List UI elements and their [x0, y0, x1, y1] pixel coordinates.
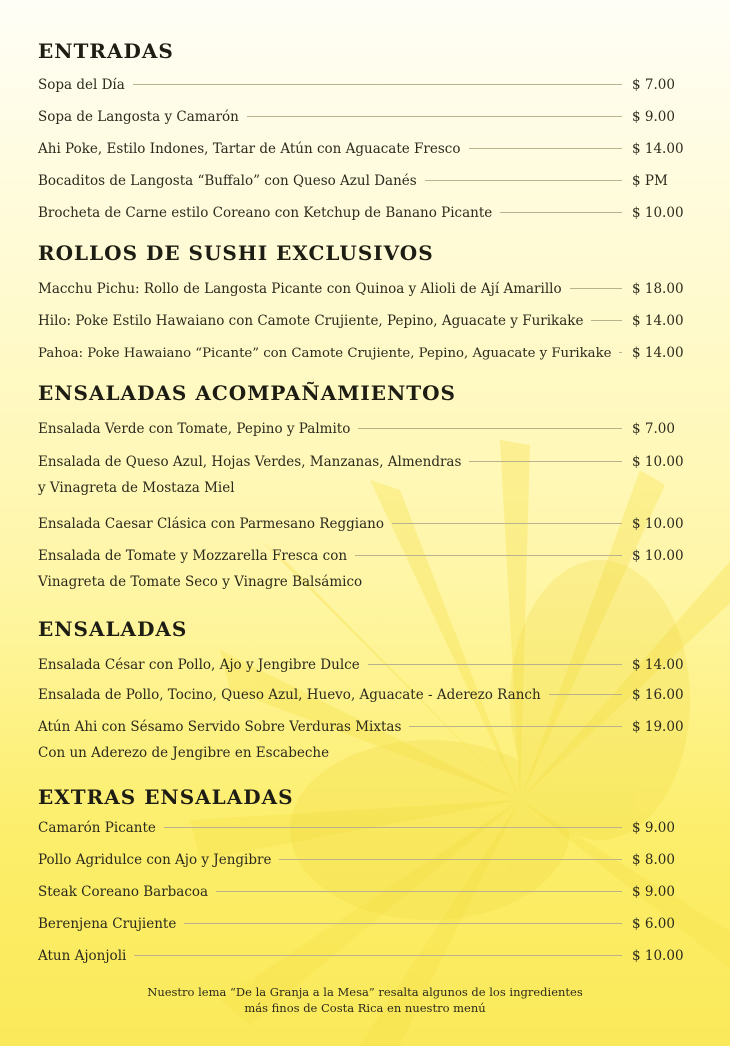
dotted-leader — [133, 84, 622, 85]
dotted-leader — [469, 461, 622, 462]
menu-item-name: Bocaditos de Langosta “Buffalo” con Queso Azul Danés — [38, 173, 417, 189]
menu-item — [38, 654, 688, 676]
menu-item-name: Sopa del Día — [38, 77, 125, 93]
menu-item-description: Con un Aderezo de Jengibre en Escabeche — [38, 745, 330, 761]
menu-item — [38, 418, 688, 440]
menu-item-price: $ 10.00 — [632, 205, 684, 221]
dotted-leader — [425, 180, 622, 181]
section-heading: EXTRAS ENSALADAS — [38, 785, 294, 809]
menu-item-price: $ 9.00 — [632, 109, 675, 125]
menu-item — [38, 849, 688, 871]
dotted-leader — [358, 428, 622, 429]
menu-item-price: $ 16.00 — [632, 687, 684, 703]
menu-item — [38, 545, 688, 590]
dotted-leader — [368, 664, 622, 665]
dotted-leader — [184, 923, 622, 924]
menu-item-price: $ 6.00 — [632, 916, 675, 932]
dotted-leader — [619, 352, 622, 353]
dotted-leader — [164, 827, 622, 828]
menu-item-price: $ 10.00 — [632, 548, 684, 564]
dotted-leader — [409, 726, 622, 727]
menu-item — [38, 881, 688, 903]
menu-item-price: $ 14.00 — [632, 657, 684, 673]
footer-line-1: Nuestro lema “De la Granja a la Mesa” resalta algunos de los ingredientes — [147, 985, 583, 999]
menu-item — [38, 170, 688, 192]
menu-item-price: $ 14.00 — [632, 345, 684, 361]
menu-item-price: $ PM — [632, 173, 668, 189]
dotted-leader — [591, 320, 622, 321]
menu-item — [38, 945, 688, 967]
menu-item-price: $ 7.00 — [632, 421, 675, 437]
menu-item — [38, 74, 688, 96]
menu-item-name: Sopa de Langosta y Camarón — [38, 109, 239, 125]
menu-item — [38, 106, 688, 128]
dotted-leader — [279, 859, 622, 860]
menu-item-name: Camarón Picante — [38, 820, 156, 836]
menu-item — [38, 513, 688, 535]
menu-item-name: Brocheta de Carne estilo Coreano con Ketchup de Banano Picante — [38, 205, 493, 221]
menu-item-price: $ 19.00 — [632, 719, 684, 735]
menu-item-name: Ensalada de Queso Azul, Hojas Verdes, Manzanas, Almendras — [38, 454, 462, 470]
menu-item-price: $ 8.00 — [632, 852, 675, 868]
section-heading: ENSALADAS — [38, 617, 188, 641]
menu-item — [38, 202, 688, 224]
dotted-leader — [247, 116, 622, 117]
menu-item — [38, 684, 688, 706]
menu-item-name: Ensalada de Pollo, Tocino, Queso Azul, Huevo, Aguacate - Aderezo Ranch — [38, 687, 541, 703]
menu-item-name: Atún Ahi con Sésamo Servido Sobre Verduras Mixtas — [38, 719, 402, 735]
menu-item-name: Macchu Pichu: Rollo de Langosta Picante con Quinoa y Alioli de Ají Amarillo — [38, 281, 562, 297]
menu-item — [38, 451, 688, 496]
section-heading: ROLLOS DE SUSHI EXCLUSIVOS — [38, 241, 434, 265]
dotted-leader — [216, 891, 622, 892]
menu-item-name: Ensalada Verde con Tomate, Pepino y Palmito — [38, 421, 351, 437]
menu-item-price: $ 10.00 — [632, 948, 684, 964]
menu-item-price: $ 10.00 — [632, 454, 684, 470]
menu-item — [38, 716, 688, 761]
menu-item-name: Steak Coreano Barbacoa — [38, 884, 209, 900]
menu-item-description: y Vinagreta de Mostaza Miel — [38, 480, 235, 496]
menu-item-name: Atun Ajonjoli — [38, 948, 127, 964]
dotted-leader — [570, 288, 622, 289]
dotted-leader — [134, 955, 622, 956]
menu-item-name: Berenjena Crujiente — [38, 916, 177, 932]
menu-item-price: $ 18.00 — [632, 281, 684, 297]
dotted-leader — [469, 148, 623, 149]
menu-item-name: Pahoa: Poke Hawaiano “Picante” con Camote Crujiente, Pepino, Aguacate y Furikake — [38, 346, 612, 361]
footer-line-2: más finos de Costa Rica en nuestro menú — [244, 1001, 486, 1015]
menu-item — [38, 138, 688, 160]
menu-item-description: Vinagreta de Tomate Seco y Vinagre Balsámico — [38, 574, 363, 590]
menu-item — [38, 913, 688, 935]
menu-item-price: $ 7.00 — [632, 77, 675, 93]
menu-item-price: $ 14.00 — [632, 141, 684, 157]
menu-item-price: $ 14.00 — [632, 313, 684, 329]
menu-item — [38, 278, 688, 300]
menu-item-name: Ahi Poke, Estilo Indones, Tartar de Atún con Aguacate Fresco — [38, 141, 461, 157]
menu-item-price: $ 9.00 — [632, 884, 675, 900]
menu-item-name: Pollo Agridulce con Ajo y Jengibre — [38, 852, 272, 868]
section-heading: ENSALADAS ACOMPAÑAMIENTOS — [38, 381, 456, 405]
dotted-leader — [500, 212, 622, 213]
dotted-leader — [549, 694, 622, 695]
menu-item — [38, 310, 688, 332]
menu-item-price: $ 9.00 — [632, 820, 675, 836]
menu-item-name: Ensalada Caesar Clásica con Parmesano Reggiano — [38, 516, 384, 532]
menu-item-name: Ensalada de Tomate y Mozzarella Fresca con — [38, 548, 348, 564]
dotted-leader — [392, 523, 622, 524]
menu-item-name: Hilo: Poke Estilo Hawaiano con Camote Crujiente, Pepino, Aguacate y Furikake — [38, 313, 584, 329]
menu-item — [38, 817, 688, 839]
menu-item-price: $ 10.00 — [632, 516, 684, 532]
dotted-leader — [355, 555, 622, 556]
menu-item-name: Ensalada César con Pollo, Ajo y Jengibre Dulce — [38, 657, 360, 673]
section-heading: ENTRADAS — [38, 39, 174, 63]
footer-note — [0, 984, 730, 1016]
menu-item — [38, 342, 688, 364]
